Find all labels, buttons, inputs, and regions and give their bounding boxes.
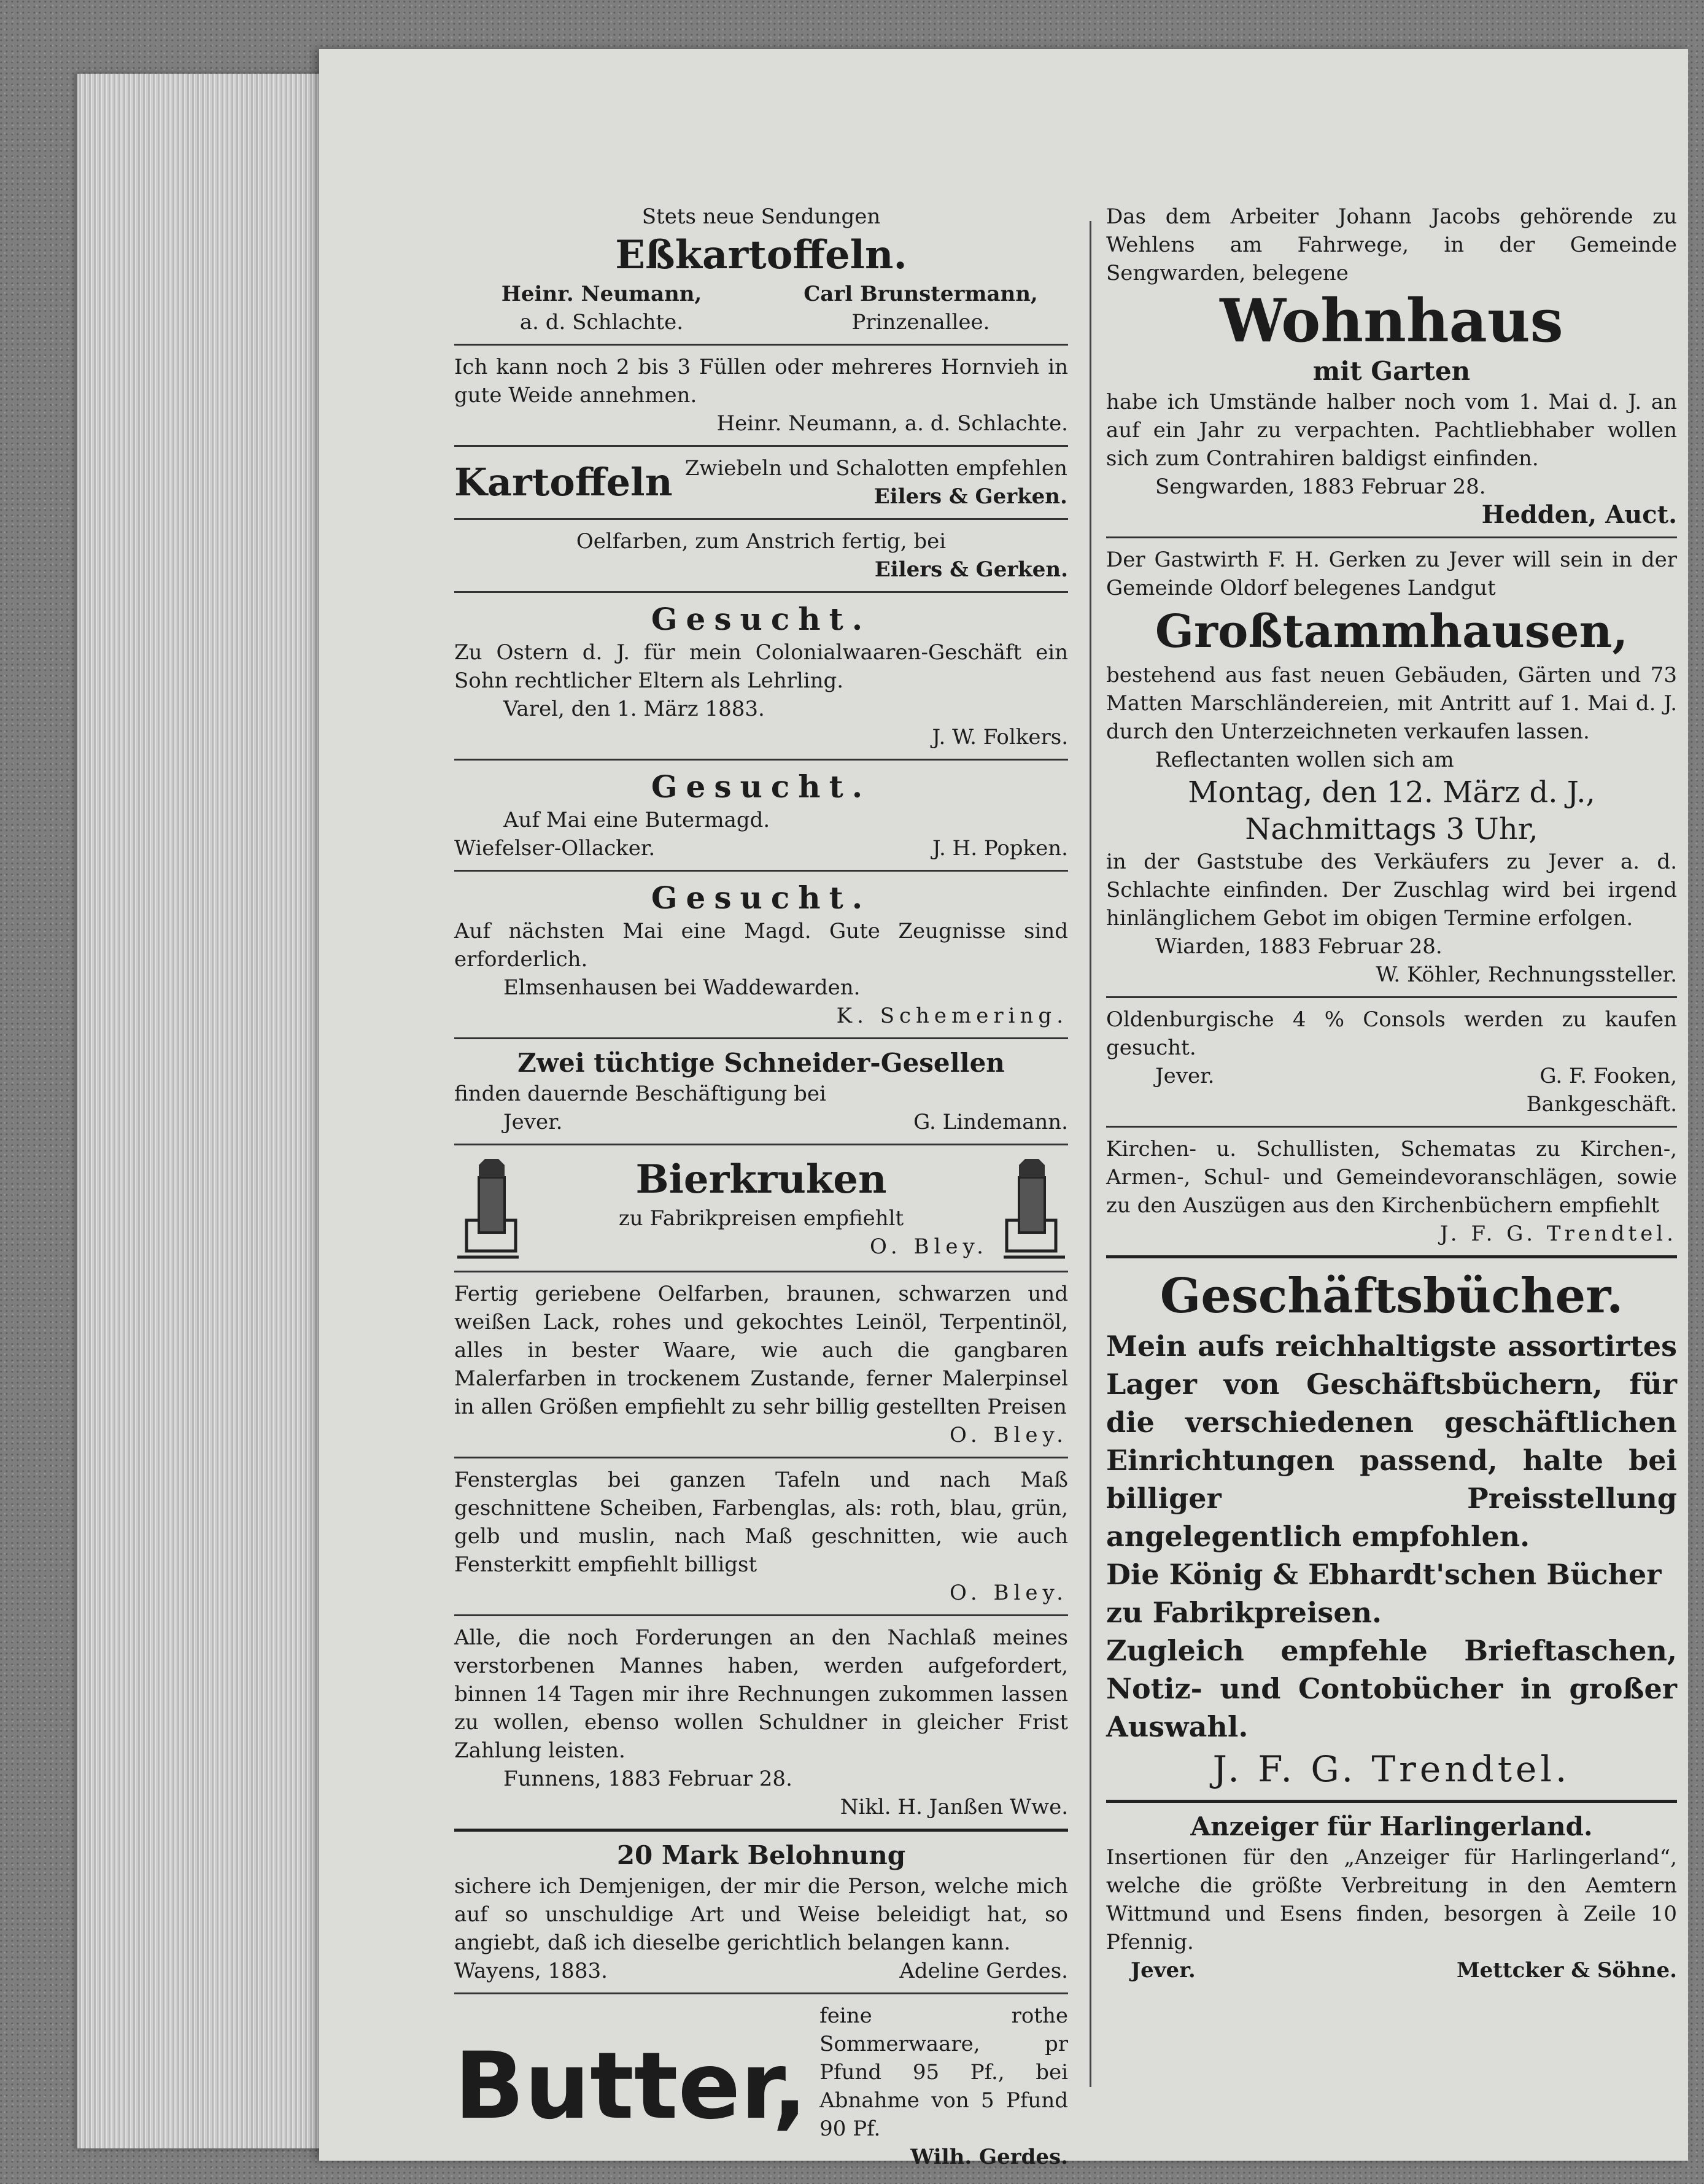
ad-signature: J. H. Popken.	[932, 836, 1068, 861]
ad-text: sichere ich Demjenigen, der mir die Person, welche mich auf so unschuldige Art und Weise beleidigt hat, so angiebt, daß ich dieselbe gerichtlich belangen kann.	[454, 1874, 1068, 1955]
ad-anzeiger	[1106, 1810, 1677, 1985]
ad-text: Ich kann noch 2 bis 3 Füllen oder mehreres Hornvieh in gute Weide annehmen.	[454, 355, 1068, 408]
ad-text: Alle, die noch Forderungen an den Nachlaß meines verstorbenen Mannes haben, werden aufgefordert, binnen 14 Tagen mir ihre Rechnungen zukommen lassen zu wollen, ebenso wollen Schuldner in gleicher Frist Zahlung leisten.	[454, 1625, 1068, 1763]
ad-signature: O. Bley.	[870, 1234, 988, 1259]
ad-butter	[454, 2002, 1068, 2171]
ad-line: Stets neue Sendungen	[641, 204, 881, 229]
ad-place: Sengwarden, 1883 Februar 28.	[1155, 474, 1486, 499]
ad-title: Butter,	[454, 2033, 808, 2140]
ad-place: Elmsenhausen bei Waddewarden.	[503, 975, 861, 1000]
divider	[1106, 536, 1677, 538]
ad-names	[454, 280, 1068, 336]
column-divider	[1090, 221, 1091, 2087]
ad-subtitle: mit Garten	[1312, 356, 1471, 386]
ad-signature: Wilh. Gerdes.	[910, 2145, 1068, 2169]
ad-name: Carl Brunstermann,	[804, 282, 1038, 306]
ad-text: Fensterglas bei ganzen Tafeln und nach Maß geschnittene Scheiben, Farbenglas, als: roth, blau, grün, gelb und muslin, nach Maß geschnitten, wie auch Fensterkitt empfiehlt billigst	[454, 1468, 1068, 1577]
ad-text: Mein aufs reichhaltigste assortirtes Lager von Geschäftsbüchern, für die verschiedenen geschäftlichen Einrichtungen passend, halte bei billiger Preisstellung angelegentlich empfohlen.	[1106, 1330, 1677, 1553]
ad-text: Zu Ostern d. J. für mein Colonialwaaren-Geschäft ein Sohn rechtlicher Eltern als Lehrling.	[454, 640, 1068, 693]
ad-signature: Heinr. Neumann, a. d. Schlachte.	[716, 411, 1068, 436]
ad-text-3: Zugleich empfehle Brieftaschen, Notiz- und Contobücher in großer Auswahl.	[1106, 1634, 1677, 1743]
divider	[454, 1144, 1068, 1145]
ad-signature: Eilers & Gerken.	[873, 484, 1067, 509]
ad-title: Gesucht.	[651, 769, 872, 805]
ad-consols	[1106, 1005, 1677, 1118]
ad-signature: G. Lindemann.	[913, 1110, 1068, 1134]
divider	[454, 445, 1068, 447]
left-column	[454, 203, 1068, 2171]
ad-oelfarben	[454, 527, 1068, 584]
ad-geschaeftsbuecher	[1106, 1266, 1677, 1792]
ad-signature: Eilers & Gerken.	[874, 557, 1068, 582]
ad-signature: J. F. G. Trendtel.	[1439, 1222, 1677, 1246]
ad-signature: O. Bley.	[950, 1423, 1068, 1447]
ad-address: a. d. Schlachte.	[519, 310, 684, 335]
ad-signature: Mettcker & Söhne.	[1457, 1958, 1677, 1983]
ad-text: Insertionen für den „Anzeiger für Harlingerland“, welche die größte Verbreitung in den Aemtern Wittmund und Esens finden, besorgen à Zeile 10 Pfennig.	[1106, 1845, 1677, 1954]
ad-signature-2: Bankgeschäft.	[1526, 1092, 1677, 1117]
divider	[454, 1614, 1068, 1616]
ad-title: Gesucht.	[651, 880, 872, 916]
ad-signature: Adeline Gerdes.	[899, 1959, 1068, 1983]
divider	[454, 591, 1068, 593]
ad-signature: J. W. Folkers.	[932, 725, 1068, 749]
ad-date: Montag, den 12. März d. J.,	[1188, 775, 1595, 810]
ad-text: in der Gaststube des Verkäufers zu Jever a. d. Schlachte einfinden. Der Zuschlag wird bei irgend hinlänglichem Gebot im obigen Termine erfolgen.	[1106, 850, 1677, 931]
ad-title: Zwei tüchtige Schneider-Gesellen	[517, 1048, 1005, 1078]
ad-title: Bierkruken	[635, 1156, 887, 1202]
divider	[454, 518, 1068, 520]
ad-kirchenlisten	[1106, 1135, 1677, 1248]
page-edges	[74, 74, 335, 2148]
newspaper-page	[319, 49, 1688, 2169]
ad-place: Funnens, 1883 Februar 28.	[503, 1767, 792, 1791]
ad-signature: G. F. Fooken,	[1539, 1064, 1677, 1088]
divider	[1106, 996, 1677, 998]
ad-signature: J. F. G. Trendtel.	[1212, 1748, 1571, 1790]
ad-text: zu Fabrikpreisen empfiehlt	[618, 1206, 904, 1231]
ad-place: Wiefelser-Ollacker.	[454, 836, 656, 861]
ad-line: Reflectanten wollen sich am	[1155, 748, 1454, 772]
divider	[454, 759, 1068, 761]
right-column	[1106, 203, 1677, 1985]
beer-jug-icon	[1001, 1153, 1068, 1263]
ad-text: Zwiebeln und Schalotten empfehlen	[684, 456, 1067, 481]
ad-place: Wiarden, 1883 Februar 28.	[1155, 934, 1443, 959]
ad-gesucht-butermagd	[454, 768, 1068, 862]
ad-text: Fertig geriebene Oelfarben, braunen, schwarzen und weißen Lack, rohes und gekochtes Leinöl, Terpentinöl, alles in bester Waare, wie auch die gangbaren Malerfarben in trockenem Zustande, ferner Malerpinsel in allen Größen empfiehlt zu sehr billig gestellten Preisen	[454, 1282, 1068, 1419]
ad-title: Eßkartoffeln.	[615, 232, 907, 278]
ad-kartoffeln	[454, 454, 1068, 511]
ad-title: Wohnhaus	[1220, 286, 1563, 355]
ad-text: Oelfarben, zum Anstrich fertig, bei	[576, 529, 947, 554]
divider	[454, 870, 1068, 872]
ad-oelfarben-bley	[454, 1280, 1068, 1449]
ad-intro: Das dem Arbeiter Johann Jacobs gehörende zu Wehlens am Fahrwege, in der Gemeinde Sengwarden, belegene	[1106, 204, 1677, 285]
divider	[1106, 1126, 1677, 1128]
divider	[454, 1457, 1068, 1458]
ad-title: Anzeiger für Harlingerland.	[1190, 1811, 1593, 1841]
ad-nachlass	[454, 1624, 1068, 1821]
ad-fensterglas	[454, 1466, 1068, 1607]
ad-time: Nachmittags 3 Uhr,	[1245, 812, 1538, 846]
ad-text: feine rothe Sommerwaare, pr Pfund 95 Pf., bei Abnahme von 5 Pfund 90 Pf.	[819, 2004, 1068, 2141]
ad-signature: Nikl. H. Janßen Wwe.	[840, 1795, 1068, 1819]
ad-text: habe ich Umstände halber noch vom 1. Mai d. J. an auf ein Jahr zu verpachten. Pachtliebhaber wollen sich zum Contrahiren baldigst einfinden.	[1106, 390, 1677, 471]
ad-text: Auf nächsten Mai eine Magd. Gute Zeugnisse sind erforderlich.	[454, 919, 1068, 972]
ad-place: Jever.	[503, 1110, 563, 1134]
ad-weide	[454, 353, 1068, 438]
ad-signature: Hedden, Auct.	[1481, 500, 1677, 529]
ad-title: Gesucht.	[651, 601, 872, 637]
ad-grosstammhausen	[1106, 546, 1677, 989]
ad-place: Jever.	[1155, 1064, 1215, 1088]
ad-title: Geschäftsbücher.	[1160, 1268, 1624, 1324]
divider	[454, 1037, 1068, 1039]
divider	[1106, 1255, 1677, 1258]
ad-place: Jever.	[1131, 1958, 1196, 1983]
ad-text-2: Die König & Ebhardt'schen Bücher zu Fabrikpreisen.	[1106, 1558, 1662, 1629]
ad-title: Kartoffeln	[454, 460, 673, 505]
ad-title: Großtammhausen,	[1155, 605, 1628, 658]
ad-place: Wayens, 1883.	[454, 1959, 608, 1983]
ad-signature: W. Köhler, Rechnungssteller.	[1376, 962, 1677, 987]
ad-intro: Der Gastwirth F. H. Gerken zu Jever will sein in der Gemeinde Oldorf belegenes Landgut	[1106, 548, 1677, 600]
ad-belohnung	[454, 1839, 1068, 1985]
divider	[454, 1829, 1068, 1832]
ad-wohnhaus	[1106, 203, 1677, 529]
ad-signature: K. Schemering.	[836, 1004, 1068, 1028]
ad-bierkruken	[454, 1153, 1068, 1263]
ad-gesucht-magd	[454, 879, 1068, 1030]
ad-text: Auf Mai eine Butermagd.	[503, 808, 770, 832]
beer-jug-icon	[454, 1153, 522, 1263]
ad-text: Kirchen- u. Schullisten, Schematas zu Kirchen-, Armen-, Schul- und Gemeindevoranschlägen, sowie zu den Auszügen aus den Kirchenbüchern empfiehlt	[1106, 1137, 1677, 1218]
ad-address: Prinzenallee.	[851, 310, 990, 335]
ad-name: Heinr. Neumann,	[501, 282, 702, 306]
divider	[454, 1271, 1068, 1272]
ad-signature: O. Bley.	[950, 1581, 1068, 1605]
divider	[454, 344, 1068, 346]
ad-schneider	[454, 1047, 1068, 1136]
ad-place: Varel, den 1. März 1883.	[503, 697, 765, 721]
ad-title: 20 Mark Belohnung	[616, 1840, 906, 1870]
ad-gesucht-lehrling	[454, 600, 1068, 751]
ad-esskartoffeln	[454, 203, 1068, 336]
ad-text: bestehend aus fast neuen Gebäuden, Gärten und 73 Matten Marschländereien, mit Antritt auf 1. Mai d. J. durch den Unterzeichneten verkaufen lassen.	[1106, 663, 1677, 744]
ad-text: Oldenburgische 4 % Consols werden zu kaufen gesucht.	[1106, 1007, 1677, 1060]
divider	[1106, 1800, 1677, 1803]
ad-text: finden dauernde Beschäftigung bei	[454, 1082, 826, 1106]
divider	[454, 1992, 1068, 1994]
